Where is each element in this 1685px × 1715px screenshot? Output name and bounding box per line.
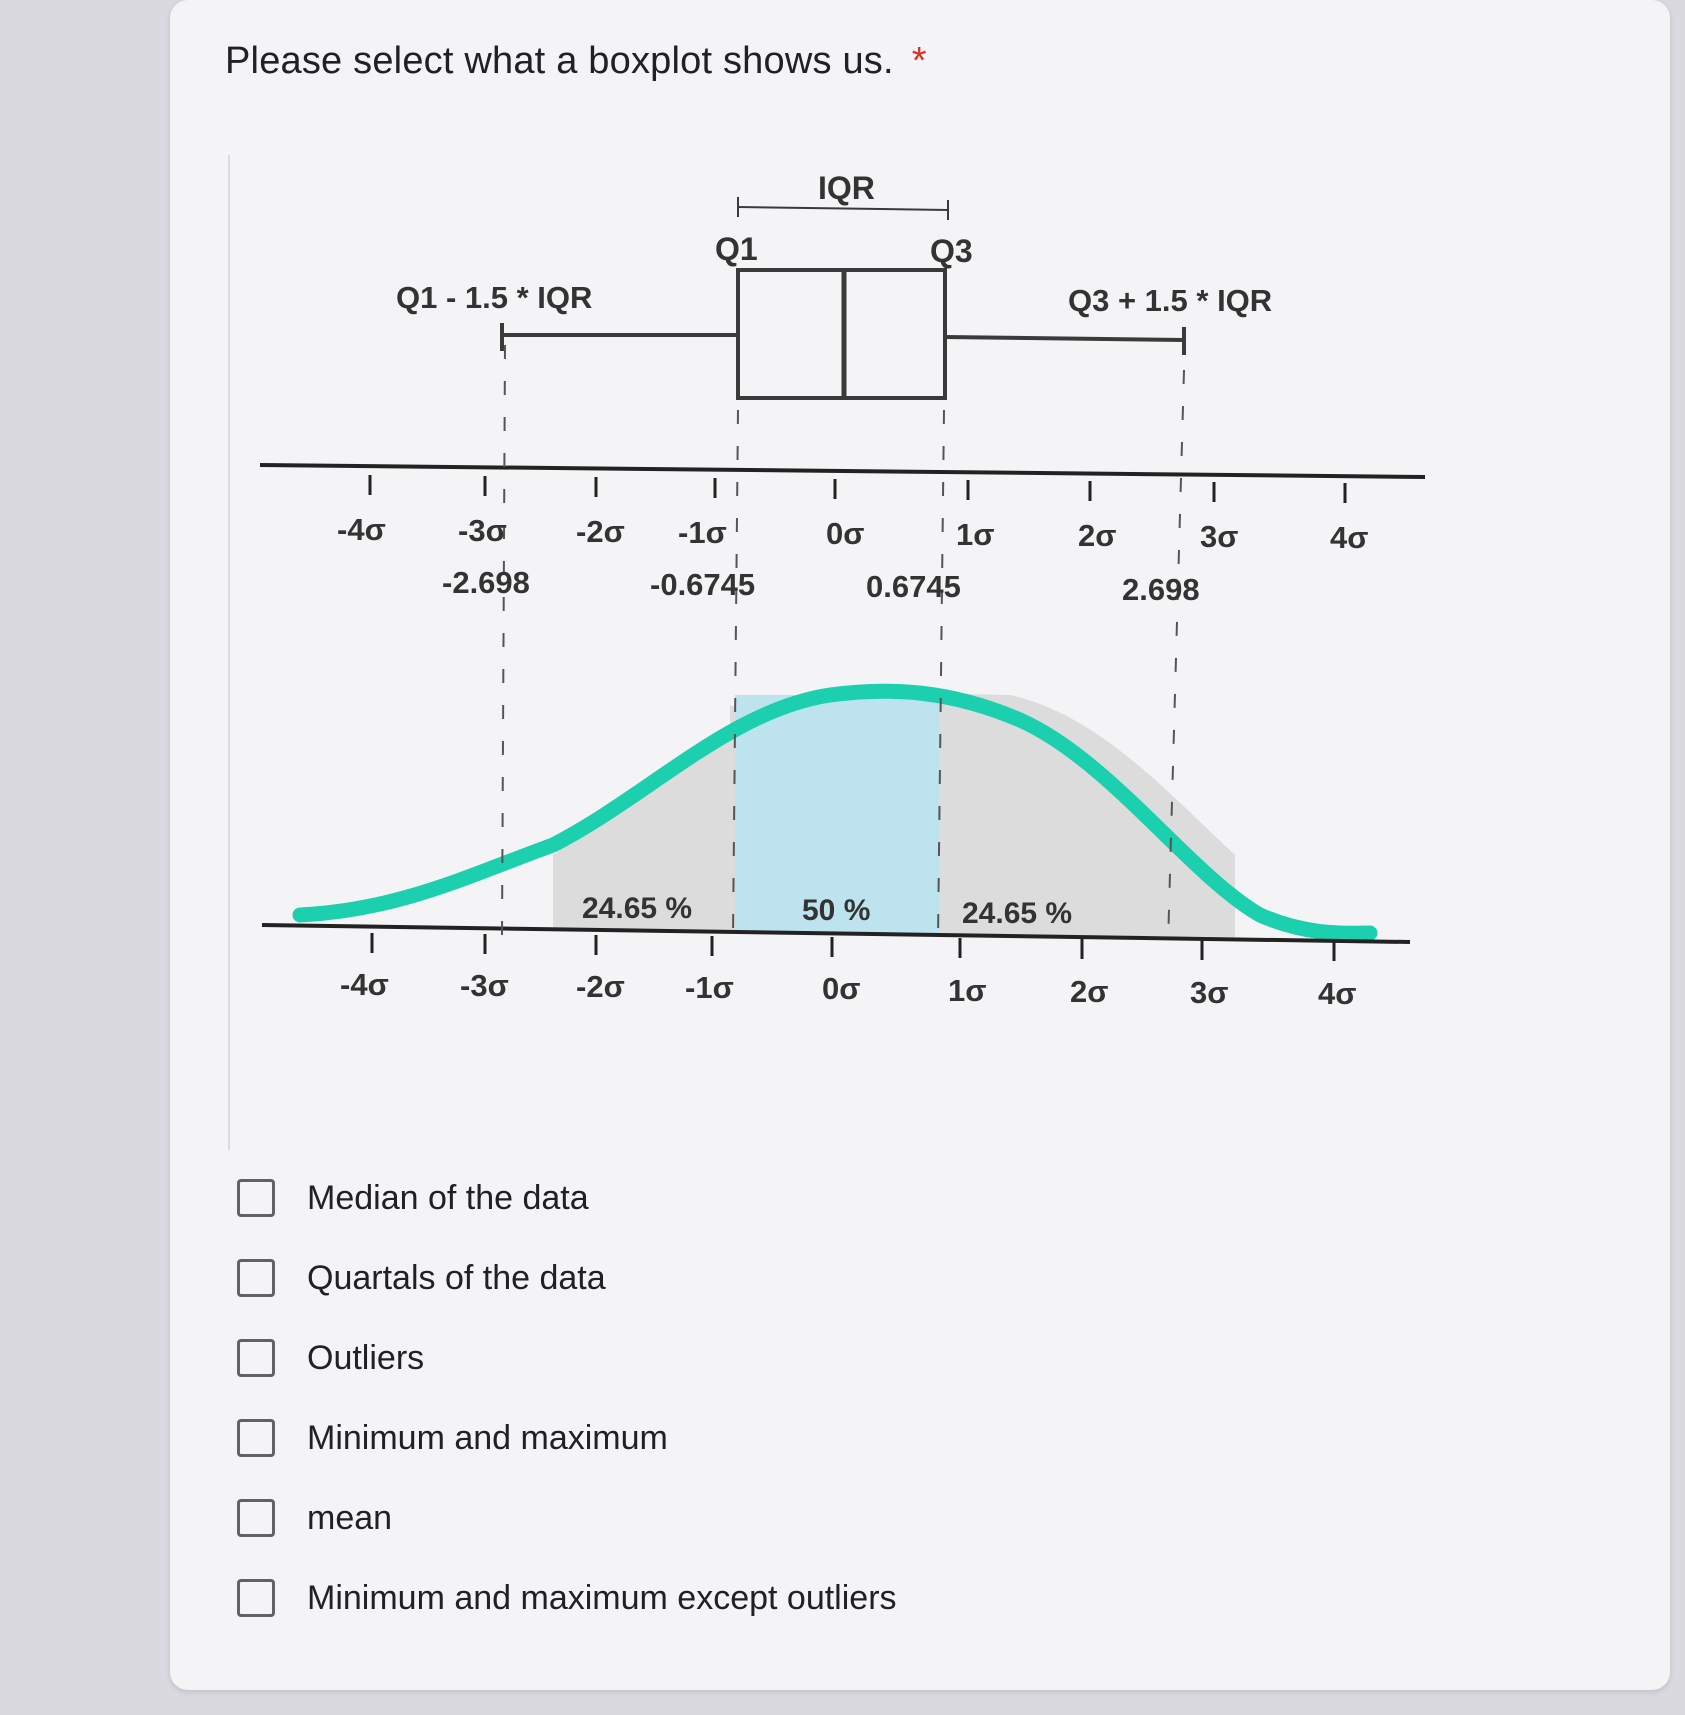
z-value-label: -0.6745 bbox=[650, 567, 756, 602]
percent-label: 50 % bbox=[802, 894, 871, 927]
percent-labels bbox=[582, 892, 1072, 930]
upper-whisker bbox=[945, 337, 1184, 340]
boxplot-normal-diagram bbox=[230, 155, 1590, 1150]
checkbox[interactable] bbox=[237, 1259, 275, 1297]
z-value-labels bbox=[442, 565, 1200, 607]
upper-tick-label: 0σ bbox=[826, 516, 865, 551]
checkbox[interactable] bbox=[237, 1579, 275, 1617]
upper-fence-label: Q3 + 1.5 * IQR bbox=[1068, 283, 1273, 318]
z-value-label: -2.698 bbox=[442, 565, 530, 600]
q1-label: Q1 bbox=[715, 231, 758, 267]
checkbox[interactable] bbox=[237, 1499, 275, 1537]
upper-tick-label: 2σ bbox=[1078, 518, 1117, 553]
upper-tick-label: 4σ bbox=[1330, 520, 1369, 555]
option-label: Outliers bbox=[307, 1338, 425, 1377]
lower-tick-label: -4σ bbox=[340, 967, 389, 1002]
option-outliers[interactable] bbox=[237, 1338, 897, 1378]
option-min-max-except-outliers[interactable] bbox=[237, 1578, 897, 1618]
option-mean[interactable] bbox=[237, 1498, 897, 1538]
z-value-label: 0.6745 bbox=[866, 569, 961, 604]
option-label: mean bbox=[307, 1498, 393, 1537]
lower-tick-label: -3σ bbox=[460, 968, 509, 1003]
question-title bbox=[225, 40, 927, 83]
checkbox[interactable] bbox=[237, 1419, 275, 1457]
lower-tick-label: 3σ bbox=[1190, 975, 1229, 1010]
lower-tick-label: 2σ bbox=[1070, 974, 1109, 1009]
lower-tick-label: -1σ bbox=[685, 970, 734, 1005]
lower-axis-labels bbox=[340, 967, 1356, 1011]
checkbox[interactable] bbox=[237, 1339, 275, 1377]
z-value-label: 2.698 bbox=[1122, 572, 1200, 607]
q3-label: Q3 bbox=[930, 233, 973, 269]
checkbox-options bbox=[237, 1178, 897, 1658]
upper-axis bbox=[260, 465, 1425, 477]
option-label: Quartals of the data bbox=[307, 1258, 606, 1297]
boxplot-figure bbox=[228, 155, 1590, 1150]
option-label: Minimum and maximum except outliers bbox=[307, 1578, 897, 1617]
iqr-label: IQR bbox=[818, 170, 875, 206]
lower-tick-label: -2σ bbox=[576, 969, 625, 1004]
upper-tick-label: -1σ bbox=[678, 515, 727, 550]
upper-axis-ticks bbox=[370, 475, 1345, 503]
option-label: Median of the data bbox=[307, 1178, 589, 1217]
option-min-max[interactable] bbox=[237, 1418, 897, 1458]
upper-axis-labels bbox=[337, 512, 1368, 555]
upper-tick-label: 1σ bbox=[956, 517, 995, 552]
lower-tick-label: 0σ bbox=[822, 971, 861, 1006]
option-median[interactable] bbox=[237, 1178, 897, 1218]
lower-tick-label: 4σ bbox=[1318, 976, 1357, 1011]
lower-tick-label: 1σ bbox=[948, 973, 987, 1008]
required-asterisk: * bbox=[911, 40, 927, 82]
upper-tick-label: -3σ bbox=[458, 513, 507, 548]
upper-tick-label: -4σ bbox=[337, 512, 386, 547]
iqr-bracket bbox=[738, 207, 948, 210]
percent-label: 24.65 % bbox=[582, 892, 693, 925]
option-label: Minimum and maximum bbox=[307, 1418, 668, 1457]
question-text: Please select what a boxplot shows us. bbox=[225, 40, 894, 82]
lower-fence-label: Q1 - 1.5 * IQR bbox=[396, 280, 593, 315]
upper-tick-label: -2σ bbox=[576, 514, 625, 549]
percent-label: 24.65 % bbox=[962, 897, 1073, 930]
checkbox[interactable] bbox=[237, 1179, 275, 1217]
option-quartals[interactable] bbox=[237, 1258, 897, 1298]
upper-tick-label: 3σ bbox=[1200, 519, 1239, 554]
